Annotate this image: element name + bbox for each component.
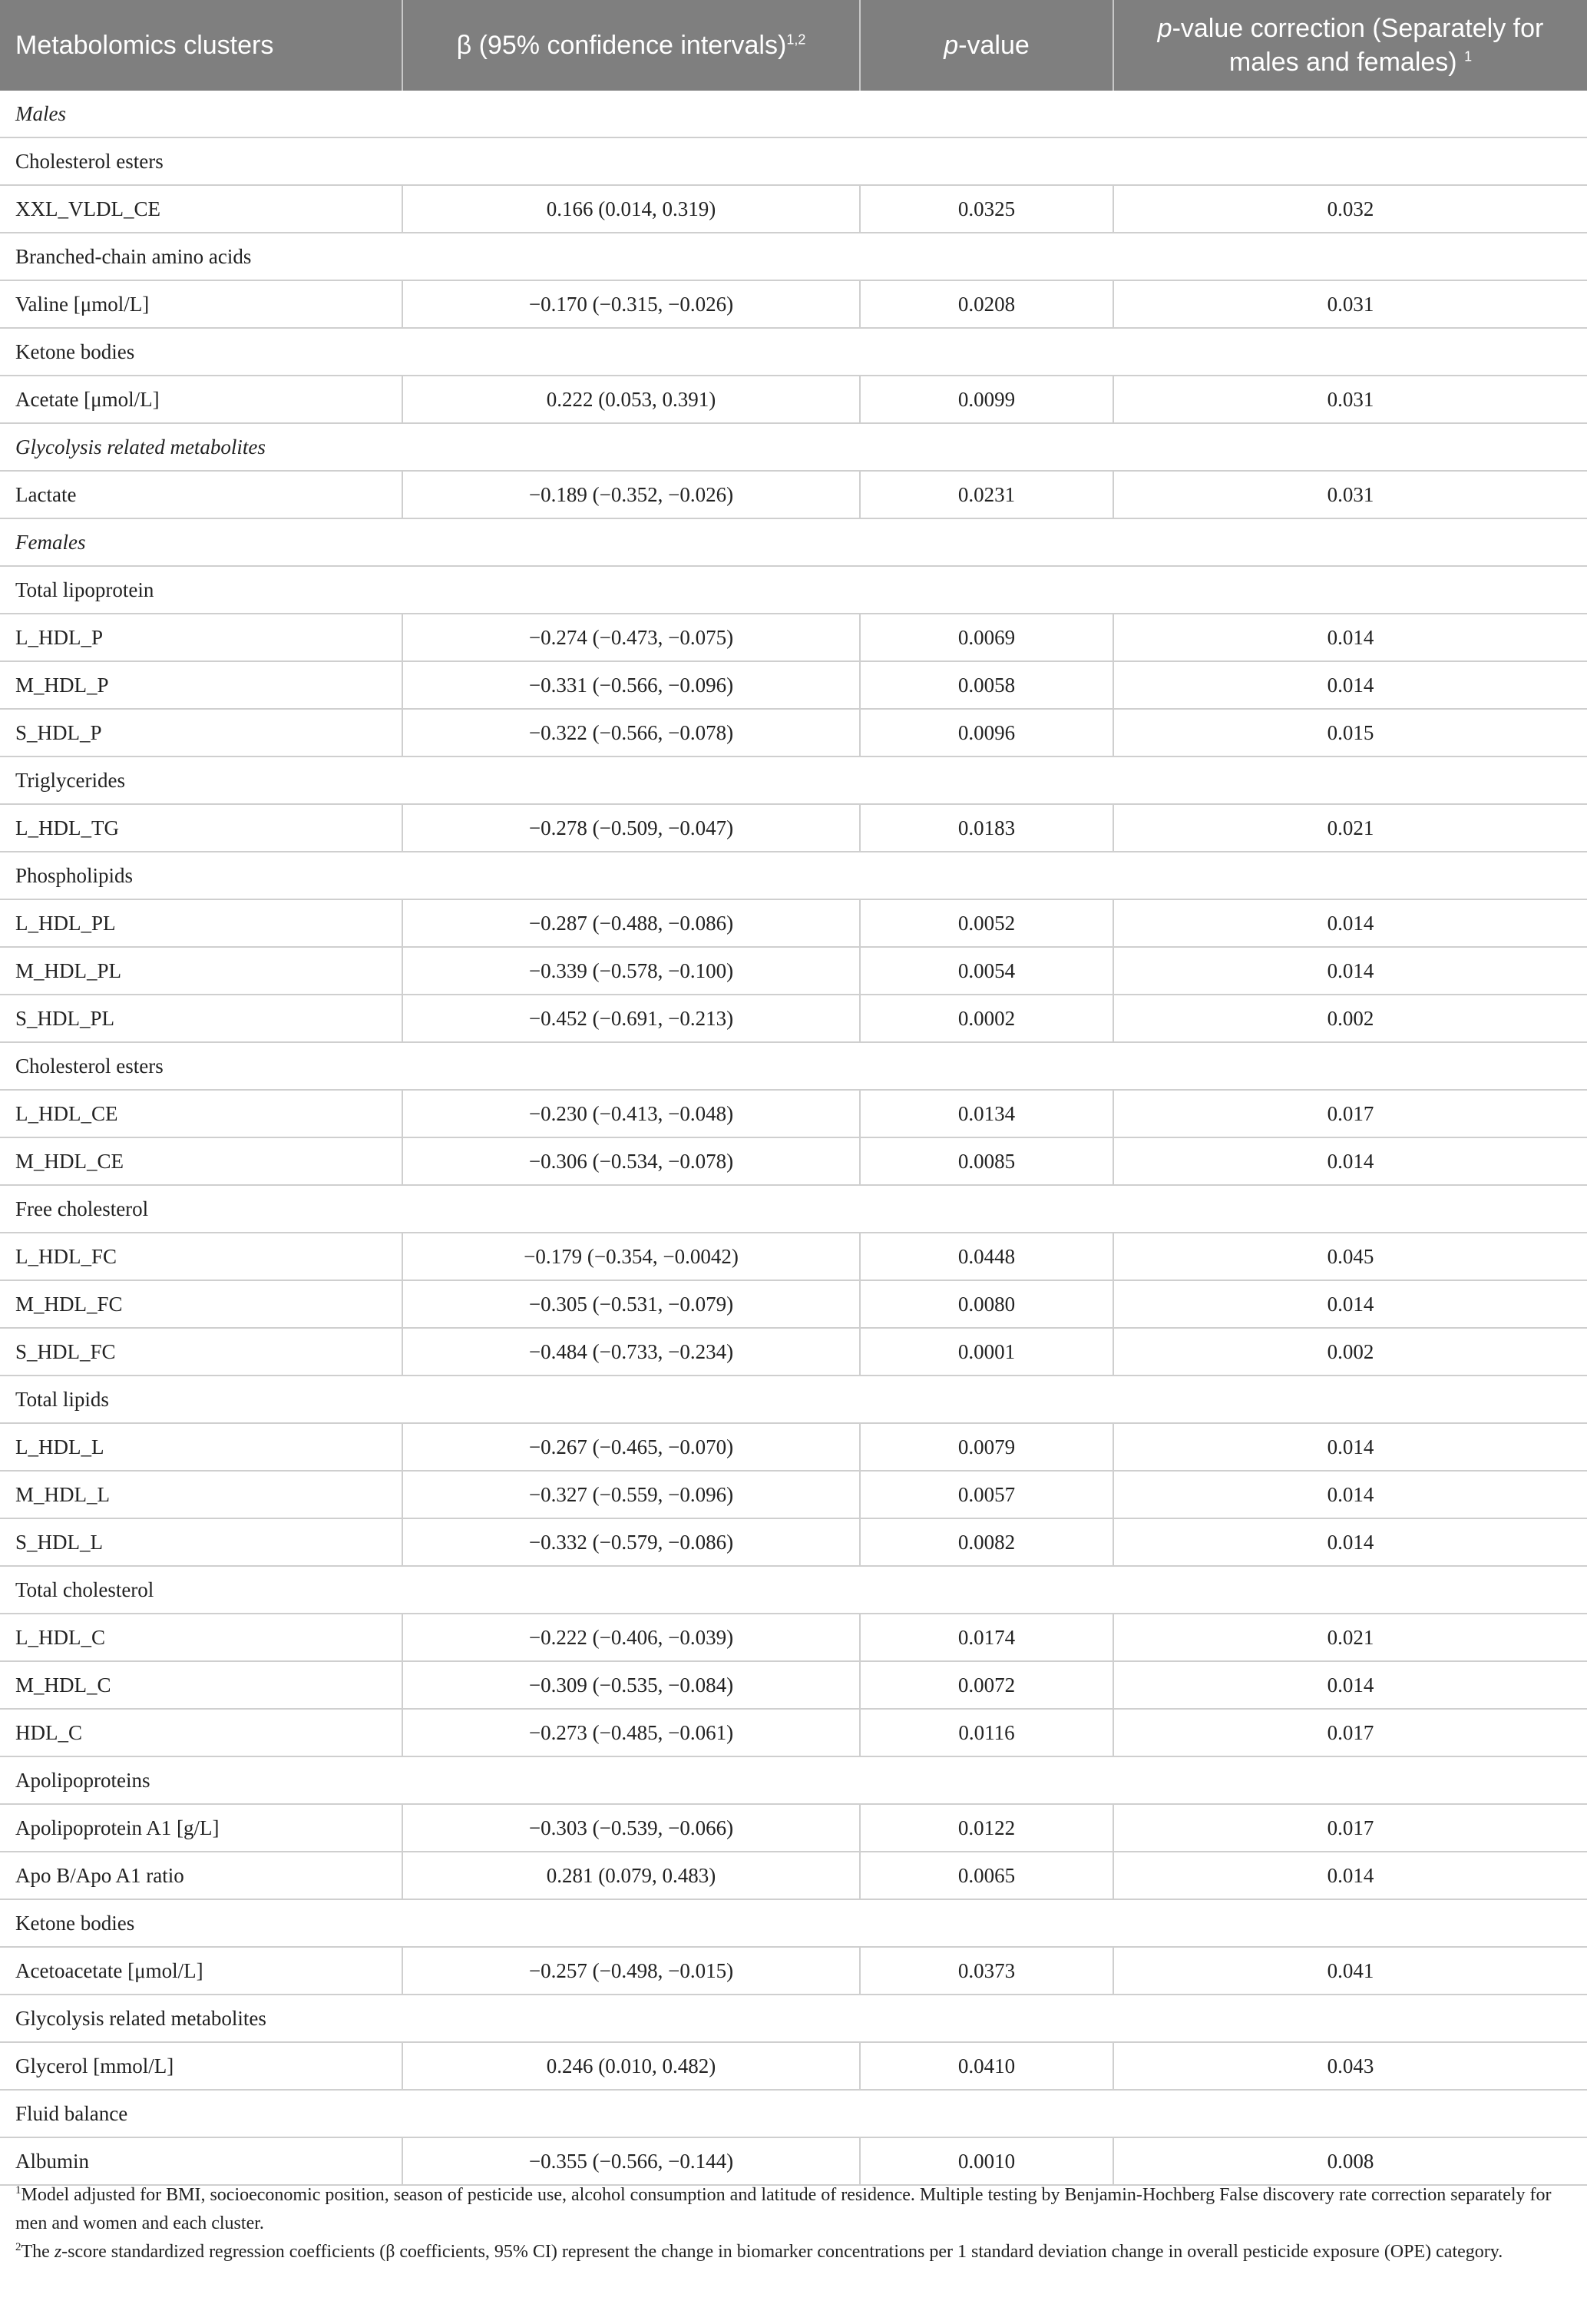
p-value-correction-cell: 0.008 bbox=[1113, 2137, 1587, 2185]
metabolite-name-cell: L_HDL_FC bbox=[0, 1233, 402, 1280]
table-row bbox=[0, 2042, 1587, 2090]
table-row bbox=[0, 804, 1587, 852]
metabolite-name-cell: M_HDL_C bbox=[0, 1661, 402, 1709]
metabolite-name-cell: S_HDL_L bbox=[0, 1518, 402, 1566]
beta-ci-cell: −0.222 (−0.406, −0.039) bbox=[402, 1614, 860, 1661]
table-header-row bbox=[0, 0, 1587, 91]
p-value-correction-cell: 0.015 bbox=[1113, 709, 1587, 756]
table-row bbox=[0, 1233, 1587, 1280]
cluster-label: Apolipoproteins bbox=[0, 1756, 1587, 1804]
beta-ci-cell: −0.322 (−0.566, −0.078) bbox=[402, 709, 860, 756]
p-value-cell: 0.0116 bbox=[860, 1709, 1113, 1756]
beta-ci-cell: −0.273 (−0.485, −0.061) bbox=[402, 1709, 860, 1756]
section-label: Females bbox=[0, 518, 1587, 566]
p-value-correction-cell: 0.014 bbox=[1113, 1137, 1587, 1185]
section-label: Glycolysis related metabolites bbox=[0, 423, 1587, 471]
cluster-label: Cholesterol esters bbox=[0, 1042, 1587, 1090]
footnote-2: $^2$The z-score standardized regression coefficients (β coefficients, 95% CI) represent the change in biomarker concentrations per 1 standard deviation change in overall pesticide exposure (OPE) category. bbox=[15, 2241, 1503, 2262]
p-value-cell: 0.0448 bbox=[860, 1233, 1113, 1280]
p-value-cell: 0.0134 bbox=[860, 1090, 1113, 1137]
beta-ci-cell: −0.484 (−0.733, −0.234) bbox=[402, 1328, 860, 1376]
p-value-cell: 0.0325 bbox=[860, 185, 1113, 233]
table-row bbox=[0, 2137, 1587, 2185]
p-value-cell: 0.0002 bbox=[860, 995, 1113, 1042]
beta-ci-cell: −0.331 (−0.566, −0.096) bbox=[402, 661, 860, 709]
beta-ci-cell: −0.230 (−0.413, −0.048) bbox=[402, 1090, 860, 1137]
p-value-cell: 0.0085 bbox=[860, 1137, 1113, 1185]
metabolite-name-cell: S_HDL_P bbox=[0, 709, 402, 756]
p-value-correction-cell: 0.021 bbox=[1113, 1614, 1587, 1661]
metabolite-name-cell: L_HDL_TG bbox=[0, 804, 402, 852]
metabolite-name-cell: L_HDL_P bbox=[0, 614, 402, 661]
beta-ci-cell: −0.309 (−0.535, −0.084) bbox=[402, 1661, 860, 1709]
table-row bbox=[0, 1423, 1587, 1471]
p-value-cell: 0.0052 bbox=[860, 899, 1113, 947]
beta-ci-cell: −0.170 (−0.315, −0.026) bbox=[402, 280, 860, 328]
p-value-correction-cell: 0.041 bbox=[1113, 1947, 1587, 1995]
p-value-correction-cell: 0.002 bbox=[1113, 1328, 1587, 1376]
table-row bbox=[0, 1328, 1587, 1376]
beta-ci-cell: −0.274 (−0.473, −0.075) bbox=[402, 614, 860, 661]
cluster-label: Cholesterol esters bbox=[0, 137, 1587, 185]
p-value-correction-cell: 0.014 bbox=[1113, 1471, 1587, 1518]
cluster-label: Glycolysis related metabolites bbox=[0, 1995, 1587, 2042]
table-row bbox=[0, 1661, 1587, 1709]
p-value-cell: 0.0208 bbox=[860, 280, 1113, 328]
beta-ci-cell: −0.278 (−0.509, −0.047) bbox=[402, 804, 860, 852]
header-p-value-correction: p-value correction (Separately for males and females) $^1$ bbox=[1113, 0, 1587, 91]
p-value-correction-cell: 0.014 bbox=[1113, 1518, 1587, 1566]
metabolite-name-cell: Albumin bbox=[0, 2137, 402, 2185]
p-value-cell: 0.0096 bbox=[860, 709, 1113, 756]
p-value-cell: 0.0099 bbox=[860, 376, 1113, 423]
beta-ci-cell: −0.257 (−0.498, −0.015) bbox=[402, 1947, 860, 1995]
header-beta-ci: β (95% confidence intervals)$^{1,2}$ bbox=[402, 0, 860, 91]
p-value-cell: 0.0058 bbox=[860, 661, 1113, 709]
p-value-correction-cell: 0.014 bbox=[1113, 661, 1587, 709]
metabolite-name-cell: M_HDL_L bbox=[0, 1471, 402, 1518]
cluster-group-row bbox=[0, 756, 1587, 804]
cluster-label: Total cholesterol bbox=[0, 1566, 1587, 1614]
table-body bbox=[0, 91, 1587, 2185]
beta-ci-cell: −0.267 (−0.465, −0.070) bbox=[402, 1423, 860, 1471]
cluster-group-row bbox=[0, 1899, 1587, 1947]
p-value-correction-cell: 0.031 bbox=[1113, 376, 1587, 423]
table-row bbox=[0, 1518, 1587, 1566]
cluster-group-row bbox=[0, 137, 1587, 185]
metabolite-name-cell: L_HDL_PL bbox=[0, 899, 402, 947]
section-header-row bbox=[0, 518, 1587, 566]
p-value-cell: 0.0072 bbox=[860, 1661, 1113, 1709]
p-value-cell: 0.0410 bbox=[860, 2042, 1113, 2090]
metabolite-name-cell: L_HDL_CE bbox=[0, 1090, 402, 1137]
table-row bbox=[0, 1804, 1587, 1852]
cluster-group-row bbox=[0, 1566, 1587, 1614]
table-row bbox=[0, 471, 1587, 518]
table-row bbox=[0, 899, 1587, 947]
metabolite-name-cell: M_HDL_P bbox=[0, 661, 402, 709]
beta-ci-cell: −0.327 (−0.559, −0.096) bbox=[402, 1471, 860, 1518]
p-value-cell: 0.0183 bbox=[860, 804, 1113, 852]
metabolite-name-cell: XXL_VLDL_CE bbox=[0, 185, 402, 233]
beta-ci-cell: 0.222 (0.053, 0.391) bbox=[402, 376, 860, 423]
beta-ci-cell: 0.246 (0.010, 0.482) bbox=[402, 2042, 860, 2090]
p-value-correction-cell: 0.021 bbox=[1113, 804, 1587, 852]
p-value-correction-cell: 0.014 bbox=[1113, 1423, 1587, 1471]
metabolite-name-cell: Apolipoprotein A1 [g/L] bbox=[0, 1804, 402, 1852]
table-row bbox=[0, 1471, 1587, 1518]
beta-ci-cell: −0.287 (−0.488, −0.086) bbox=[402, 899, 860, 947]
beta-ci-cell: −0.189 (−0.352, −0.026) bbox=[402, 471, 860, 518]
p-value-correction-cell: 0.032 bbox=[1113, 185, 1587, 233]
cluster-group-row bbox=[0, 328, 1587, 376]
table-row bbox=[0, 1852, 1587, 1899]
p-value-cell: 0.0054 bbox=[860, 947, 1113, 995]
metabolite-name-cell: L_HDL_C bbox=[0, 1614, 402, 1661]
metabolite-name-cell: S_HDL_FC bbox=[0, 1328, 402, 1376]
p-value-correction-cell: 0.017 bbox=[1113, 1709, 1587, 1756]
table-row bbox=[0, 1280, 1587, 1328]
p-value-correction-cell: 0.014 bbox=[1113, 1852, 1587, 1899]
p-value-correction-cell: 0.014 bbox=[1113, 947, 1587, 995]
cluster-group-row bbox=[0, 1185, 1587, 1233]
header-metabolomics-clusters: Metabolomics clusters bbox=[0, 0, 402, 91]
p-value-cell: 0.0069 bbox=[860, 614, 1113, 661]
metabolite-name-cell: Apo B/Apo A1 ratio bbox=[0, 1852, 402, 1899]
metabolite-name-cell: M_HDL_FC bbox=[0, 1280, 402, 1328]
metabolite-name-cell: M_HDL_PL bbox=[0, 947, 402, 995]
p-value-cell: 0.0079 bbox=[860, 1423, 1113, 1471]
p-value-cell: 0.0001 bbox=[860, 1328, 1113, 1376]
table-row bbox=[0, 1090, 1587, 1137]
cluster-label: Branched-chain amino acids bbox=[0, 233, 1587, 280]
beta-ci-cell: −0.452 (−0.691, −0.213) bbox=[402, 995, 860, 1042]
beta-ci-cell: −0.305 (−0.531, −0.079) bbox=[402, 1280, 860, 1328]
p-value-cell: 0.0231 bbox=[860, 471, 1113, 518]
p-value-cell: 0.0010 bbox=[860, 2137, 1113, 2185]
section-header-row bbox=[0, 91, 1587, 137]
beta-ci-cell: −0.339 (−0.578, −0.100) bbox=[402, 947, 860, 995]
cluster-label: Fluid balance bbox=[0, 2090, 1587, 2137]
table-row bbox=[0, 1614, 1587, 1661]
beta-ci-cell: 0.166 (0.014, 0.319) bbox=[402, 185, 860, 233]
p-value-correction-cell: 0.014 bbox=[1113, 614, 1587, 661]
beta-ci-cell: −0.355 (−0.566, −0.144) bbox=[402, 2137, 860, 2185]
cluster-label: Free cholesterol bbox=[0, 1185, 1587, 1233]
table-row bbox=[0, 661, 1587, 709]
table-row bbox=[0, 1137, 1587, 1185]
metabolite-name-cell: Valine [μmol/L] bbox=[0, 280, 402, 328]
table-row bbox=[0, 280, 1587, 328]
metabolite-name-cell: HDL_C bbox=[0, 1709, 402, 1756]
section-header-row bbox=[0, 423, 1587, 471]
cluster-group-row bbox=[0, 2090, 1587, 2137]
p-value-correction-cell: 0.002 bbox=[1113, 995, 1587, 1042]
table-row bbox=[0, 709, 1587, 756]
section-label: Males bbox=[0, 91, 1587, 137]
p-value-cell: 0.0080 bbox=[860, 1280, 1113, 1328]
p-value-correction-cell: 0.014 bbox=[1113, 899, 1587, 947]
table-footnotes bbox=[15, 2181, 1574, 2266]
metabolite-name-cell: Acetate [μmol/L] bbox=[0, 376, 402, 423]
p-value-correction-cell: 0.043 bbox=[1113, 2042, 1587, 2090]
footnote-1: $^1$Model adjusted for BMI, socioeconomic position, season of pesticide use, alcohol consumption and latitude of residence. Multiple testing by Benjamin-Hochberg False discovery rate correction separately for men and women and each cluster. bbox=[15, 2184, 1552, 2233]
metabolite-name-cell: M_HDL_CE bbox=[0, 1137, 402, 1185]
cluster-group-row bbox=[0, 1376, 1587, 1423]
cluster-group-row bbox=[0, 233, 1587, 280]
table-row bbox=[0, 376, 1587, 423]
cluster-label: Triglycerides bbox=[0, 756, 1587, 804]
table-row bbox=[0, 947, 1587, 995]
cluster-label: Ketone bodies bbox=[0, 328, 1587, 376]
metabolite-name-cell: L_HDL_L bbox=[0, 1423, 402, 1471]
metabolite-name-cell: S_HDL_PL bbox=[0, 995, 402, 1042]
metabolite-name-cell: Lactate bbox=[0, 471, 402, 518]
table-row bbox=[0, 1709, 1587, 1756]
p-value-correction-cell: 0.017 bbox=[1113, 1804, 1587, 1852]
p-value-cell: 0.0065 bbox=[860, 1852, 1113, 1899]
header-p-value: p-value bbox=[860, 0, 1113, 91]
p-value-cell: 0.0373 bbox=[860, 1947, 1113, 1995]
metabolite-name-cell: Glycerol [mmol/L] bbox=[0, 2042, 402, 2090]
table-row bbox=[0, 995, 1587, 1042]
p-value-correction-cell: 0.014 bbox=[1113, 1280, 1587, 1328]
cluster-group-row bbox=[0, 1042, 1587, 1090]
beta-ci-cell: −0.179 (−0.354, −0.0042) bbox=[402, 1233, 860, 1280]
table-row bbox=[0, 185, 1587, 233]
beta-ci-cell: −0.332 (−0.579, −0.086) bbox=[402, 1518, 860, 1566]
p-value-cell: 0.0122 bbox=[860, 1804, 1113, 1852]
p-value-correction-cell: 0.017 bbox=[1113, 1090, 1587, 1137]
cluster-label: Ketone bodies bbox=[0, 1899, 1587, 1947]
table-row bbox=[0, 614, 1587, 661]
cluster-label: Total lipids bbox=[0, 1376, 1587, 1423]
p-value-cell: 0.0082 bbox=[860, 1518, 1113, 1566]
p-value-cell: 0.0057 bbox=[860, 1471, 1113, 1518]
p-value-correction-cell: 0.031 bbox=[1113, 471, 1587, 518]
p-value-correction-cell: 0.014 bbox=[1113, 1661, 1587, 1709]
cluster-group-row bbox=[0, 1756, 1587, 1804]
cluster-group-row bbox=[0, 566, 1587, 614]
beta-ci-cell: −0.303 (−0.539, −0.066) bbox=[402, 1804, 860, 1852]
table-row bbox=[0, 1947, 1587, 1995]
p-value-correction-cell: 0.031 bbox=[1113, 280, 1587, 328]
cluster-label: Total lipoprotein bbox=[0, 566, 1587, 614]
beta-ci-cell: −0.306 (−0.534, −0.078) bbox=[402, 1137, 860, 1185]
p-value-cell: 0.0174 bbox=[860, 1614, 1113, 1661]
cluster-group-row bbox=[0, 852, 1587, 899]
beta-ci-cell: 0.281 (0.079, 0.483) bbox=[402, 1852, 860, 1899]
metabolite-name-cell: Acetoacetate [μmol/L] bbox=[0, 1947, 402, 1995]
p-value-correction-cell: 0.045 bbox=[1113, 1233, 1587, 1280]
cluster-label: Phospholipids bbox=[0, 852, 1587, 899]
cluster-group-row bbox=[0, 1995, 1587, 2042]
